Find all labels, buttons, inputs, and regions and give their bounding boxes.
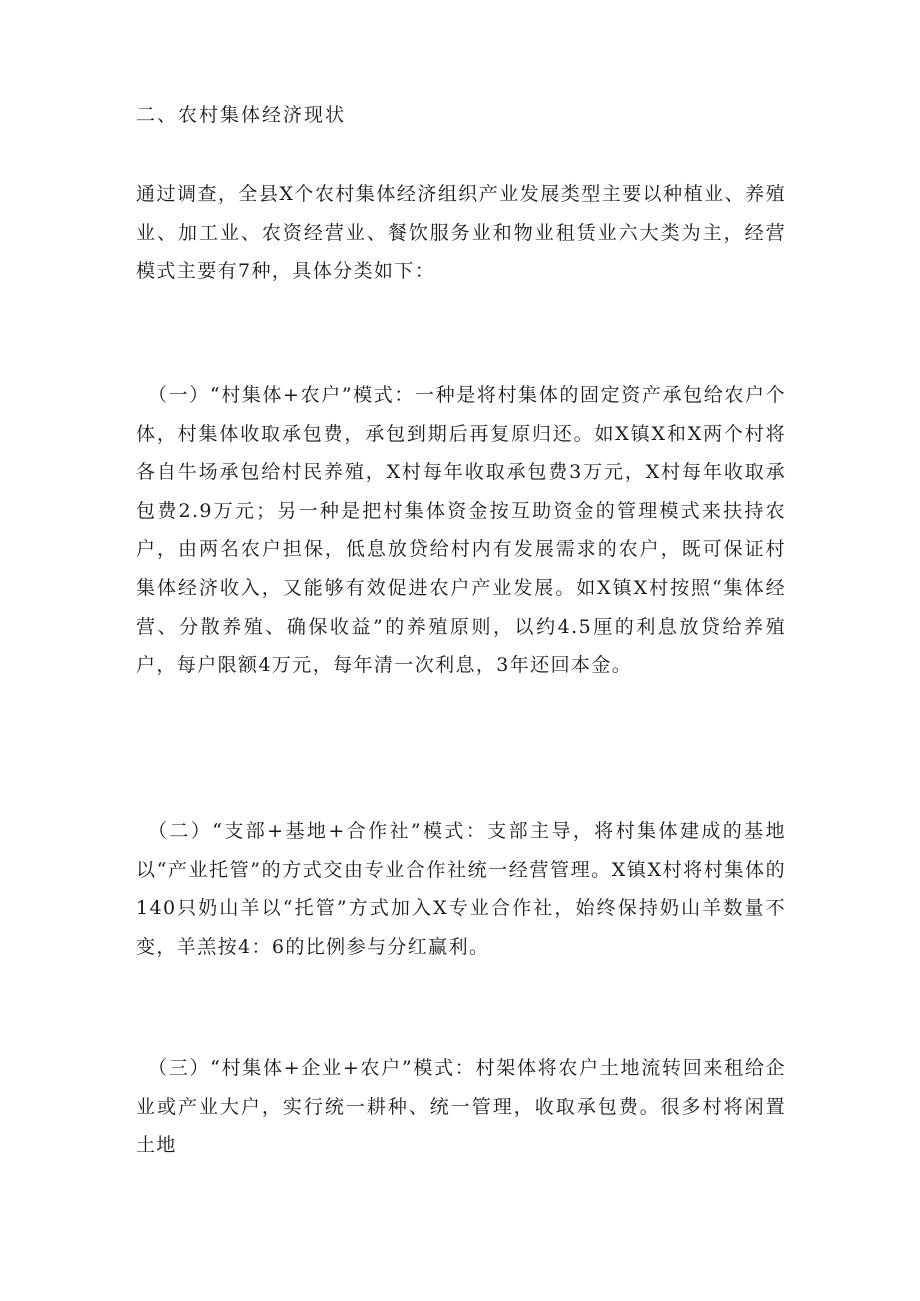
model-two-paragraph: （二）“支部+基地+合作社”模式：支部主导，将村集体建成的基地以“产业托管”的方式交由专业合作社统一经营管理。X镇X村将村集体的140只奶山羊以“托管”方式加入X专业合作社，始终保持奶山羊数量不变，羊羔按4：6的比例参与分红赢利。	[136, 820, 786, 958]
intro-paragraph: 通过调查，全县X个农村集体经济组织产业发展类型主要以种植业、养殖业、加工业、农资经营业、餐饮服务业和物业租赁业六大类为主，经营模式主要有7种，具体分类如下：	[136, 183, 786, 283]
model-three-paragraph: （三）“村集体+企业+农户”模式：村架体将农户土地流转回来租给企业或产业大户，实行统一耕种、统一管理，收取承包费。很多村将闲置土地	[136, 1057, 786, 1157]
section-heading: 二、农村集体经济现状	[136, 104, 347, 126]
model-one-paragraph: （一）“村集体+农户”模式：一种是将村集体的固定资产承包给农户个体，村集体收取承包费，承包到期后再复原归还。如X镇X和X两个村将各自牛场承包给村民养殖，X村每年收取承包费3万元，X村每年收取承包费2.9万元；另一种是把村集体资金按互助资金的管理模式来扶持农户，由两名农户担保，低息放贷给村内有发展需求的农户，既可保证村集体经济收入，又能够有效促进农户产业发展。如X镇X村按照“集体经营、分散养殖、确保收益”的养殖原则，以约4.5厘的利息放贷给养殖户，每户限额4万元，每年清一次利息，3年还回本金。	[136, 384, 786, 677]
